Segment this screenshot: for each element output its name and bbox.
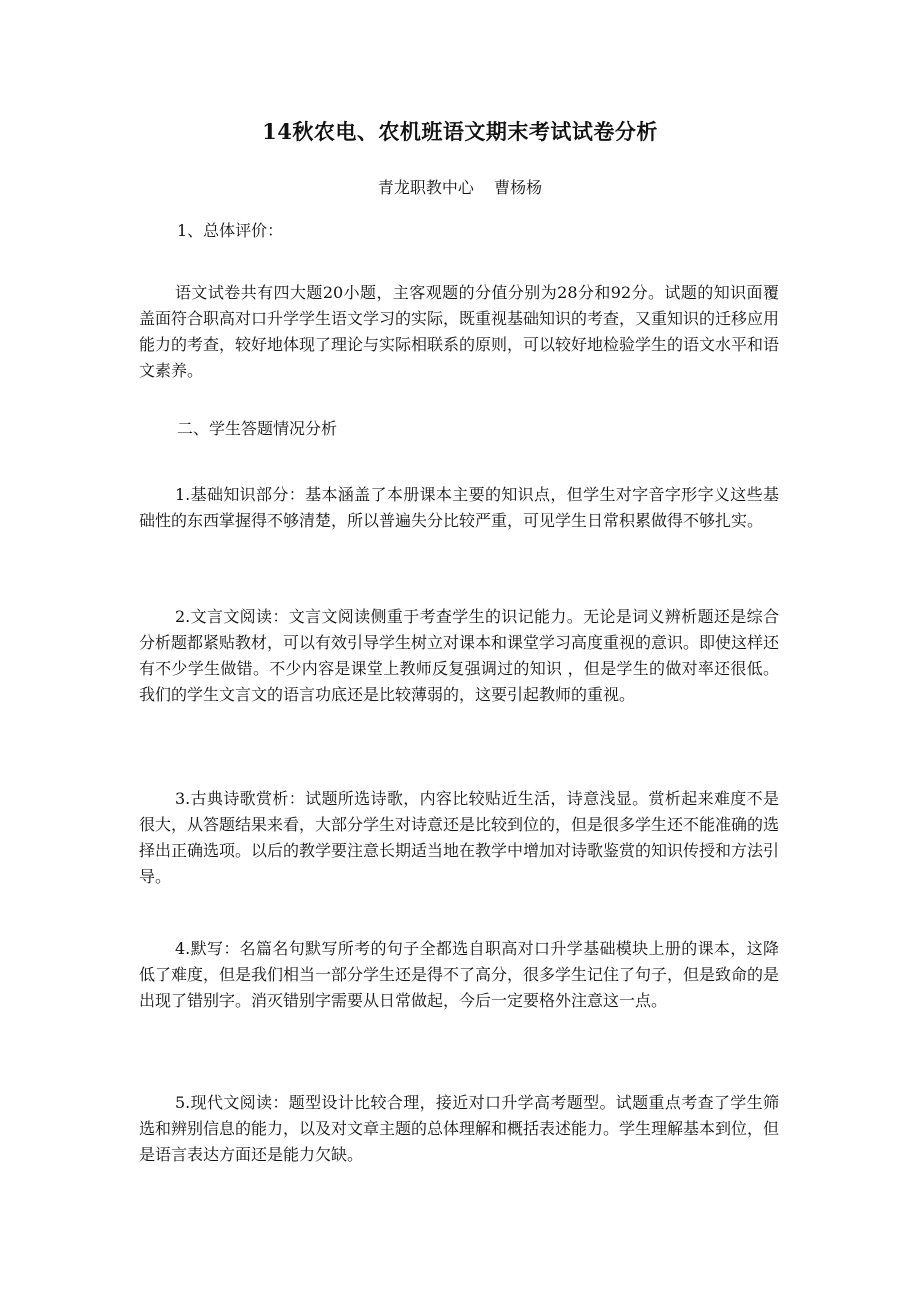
- overall-evaluation-paragraph: 语文试卷共有四大题20小题，主客观题的分值分别为28分和92分。试题的知识面覆盖面符合职高对口升学学生语文学习的实际，既重视基础知识的考查，又重知识的迁移应用能力的考查，较好地体现了理论与实际相联系的原则，可以较好地检验学生的语文水平和语文素养。: [139, 283, 780, 380]
- analysis-item-basic-knowledge: 1.基础知识部分：基本涵盖了本册课本主要的知识点，但学生对字音字形字义这些基础性的东西掌握得不够清楚，所以普遍失分比较严重，可见学生日常积累做得不够扎实。: [139, 485, 779, 530]
- analysis-item-modern-reading: 5.现代文阅读：题型设计比较合理，接近对口升学高考题型。试题重点考查了学生筛选和辨别信息的能力，以及对文章主题的总体理解和概括表述能力。学生理解基本到位，但是语言表达方面还是能力欠缺。: [139, 1093, 780, 1164]
- analysis-item-dictation: 4.默写：名篇名句默写所考的句子全都选自职高对口升学基础模块上册的课本，这降低了难度，但是我们相当一部分学生还是得不了高分，很多学生记住了句子，但是致命的是出现了错别字。消灭错别字需要从日常做起，今后一定要格外注意这一点。: [139, 939, 780, 1010]
- section-heading-analysis: 二、学生答题情况分析: [177, 419, 338, 438]
- section-heading-overall: 1、总体评价：: [177, 221, 284, 240]
- document-title: 14秋农电、农机班语文期末考试试卷分析: [262, 119, 658, 144]
- analysis-item-classical-chinese: 2.文言文阅读：文言文阅读侧重于考查学生的识记能力。无论是词义辨析题还是综合分析题都紧贴教材，可以有效引导学生树立对课本和课堂学习高度重视的意识。即使这样还有不少学生做错。不少内容是课堂上教师反复强调过的知识 ，但是学生的做对率还很低。我们的学生文言文的语言功底还是比较薄弱的，这要引起教师的重视。: [139, 607, 780, 704]
- author-line: 青龙职教中心 曹杨杨: [377, 178, 543, 197]
- analysis-item-poetry: 3.古典诗歌赏析：试题所选诗歌，内容比较贴近生活，诗意浅显。赏析起来难度不是很大，从答题结果来看，大部分学生对诗意还是比较到位的，但是很多学生还不能准确的选择出正确选项。以后的教学要注意长期适当地在教学中增加对诗歌鉴赏的知识传授和方法引导。: [139, 789, 780, 886]
